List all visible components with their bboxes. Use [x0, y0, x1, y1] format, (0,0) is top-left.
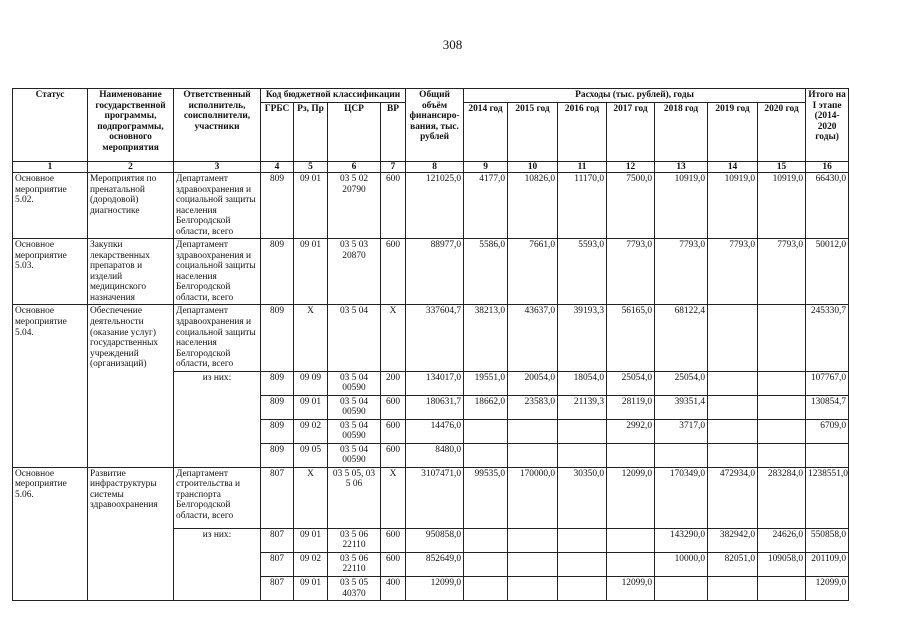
row-year-value: 10826,0 [508, 173, 558, 239]
row-grbs: 809 [261, 173, 294, 239]
row-rz-pr: 09 05 [294, 443, 328, 467]
row-vr: 600 [381, 173, 406, 239]
row-year-value: 18662,0 [464, 395, 508, 419]
column-number: 3 [174, 161, 261, 173]
row-rz-pr: 09 02 [294, 552, 328, 576]
row-year-value [607, 443, 655, 467]
row-total: 12099,0 [406, 577, 464, 601]
row-year-value: 99535,0 [464, 467, 508, 528]
row-vr: 600 [381, 419, 406, 443]
column-number: 5 [294, 161, 328, 173]
row-rz-pr: 09 01 [294, 577, 328, 601]
column-number: 11 [558, 161, 607, 173]
row-year-value: 10919,0 [708, 173, 758, 239]
column-number: 1 [13, 161, 88, 173]
row-total: 3107471,0 [406, 467, 464, 528]
header-total-volume: Общий объём финансиро-вания, тыс. рублей [406, 89, 464, 162]
row-year-value: 39193,3 [558, 305, 607, 371]
row-year-value: 28119,0 [607, 395, 655, 419]
row-year-value [558, 443, 607, 467]
row-csr: 03 5 04 00590 [328, 419, 381, 443]
column-number: 8 [406, 161, 464, 173]
row-total: 14476,0 [406, 419, 464, 443]
row-year-value [655, 443, 708, 467]
row-name: Закупки лекарственных препаратов и изделий медицинского назначения [88, 239, 174, 305]
header-vr: ВР [381, 102, 406, 161]
header-year: 2019 год [708, 102, 758, 161]
header-year: 2018 год [655, 102, 708, 161]
column-number: 14 [708, 161, 758, 173]
row-year-value: 109058,0 [758, 552, 806, 576]
row-year-value: 20054,0 [508, 371, 558, 395]
row-total: 121025,0 [406, 173, 464, 239]
row-grbs: 809 [261, 239, 294, 305]
row-responsible: Департамент здравоохранения и социальной защиты населения Белгородской области, всего [174, 173, 261, 239]
row-rz-pr: 09 09 [294, 371, 328, 395]
header-year: 2014 год [464, 102, 508, 161]
row-vr: 600 [381, 395, 406, 419]
row-year-value: 82051,0 [708, 552, 758, 576]
row-vr: 600 [381, 552, 406, 576]
row-year-value [708, 577, 758, 601]
header-year: 2020 год [758, 102, 806, 161]
row-total: 88977,0 [406, 239, 464, 305]
row-year-value: 21139,3 [558, 395, 607, 419]
row-year-value [708, 305, 758, 371]
row-csr: 03 5 04 [328, 305, 381, 371]
row-grbs: 809 [261, 419, 294, 443]
row-csr: 03 5 04 00590 [328, 371, 381, 395]
row-responsible: Департамент здравоохранения и социальной защиты населения Белгородской области, всего [174, 239, 261, 305]
header-expenses: Расходы (тыс. рублей), годы [464, 89, 806, 103]
row-year-value [655, 577, 708, 601]
row-stage-total [806, 443, 849, 467]
row-year-value: 7793,0 [708, 239, 758, 305]
column-number: 12 [607, 161, 655, 173]
row-year-value [508, 577, 558, 601]
row-year-value: 12099,0 [607, 577, 655, 601]
row-year-value: 25054,0 [655, 371, 708, 395]
row-stage-total: 245330,7 [806, 305, 849, 371]
row-year-value: 56165,0 [607, 305, 655, 371]
row-grbs: 807 [261, 528, 294, 552]
table-row [13, 173, 849, 239]
table-body [13, 173, 849, 601]
row-year-value: 7793,0 [607, 239, 655, 305]
row-vr: Х [381, 305, 406, 371]
row-name: Развитие инфраструктуры системы здравоохранения [88, 467, 174, 600]
row-year-value [708, 419, 758, 443]
row-year-value [464, 552, 508, 576]
row-year-value: 12099,0 [607, 467, 655, 528]
row-year-value [508, 419, 558, 443]
table-row [13, 305, 849, 371]
row-year-value [508, 443, 558, 467]
row-stage-total: 6709,0 [806, 419, 849, 443]
row-vr: 400 [381, 577, 406, 601]
column-number: 10 [508, 161, 558, 173]
row-year-value: 382942,0 [708, 528, 758, 552]
row-status: Основное мероприятие 5.04. [13, 305, 88, 467]
row-year-value [708, 395, 758, 419]
row-responsible: Департамент здравоохранения и социальной защиты населения Белгородской области, всего [174, 305, 261, 371]
row-year-value [758, 443, 806, 467]
row-year-value: 10919,0 [758, 173, 806, 239]
row-total: 852649,0 [406, 552, 464, 576]
row-year-value [464, 577, 508, 601]
row-rz-pr: 09 01 [294, 239, 328, 305]
row-year-value: 10919,0 [655, 173, 708, 239]
row-subitems-label: из них: [174, 528, 261, 600]
row-year-value [508, 528, 558, 552]
row-year-value: 472934,0 [708, 467, 758, 528]
row-year-value: 170349,0 [655, 467, 708, 528]
row-year-value [758, 371, 806, 395]
row-year-value [758, 395, 806, 419]
row-csr: 03 5 03 20870 [328, 239, 381, 305]
row-csr: 03 5 05, 03 5 06 [328, 467, 381, 528]
header-budget-code: Код бюджетной классификации [261, 89, 406, 103]
row-grbs: 809 [261, 395, 294, 419]
column-numbers-row [13, 161, 849, 173]
column-number: 6 [328, 161, 381, 173]
row-csr: 03 5 06 22110 [328, 552, 381, 576]
page-number: 308 [442, 37, 463, 52]
row-year-value: 5586,0 [464, 239, 508, 305]
header-year: 2017 год [607, 102, 655, 161]
row-csr: 03 5 06 22110 [328, 528, 381, 552]
row-name: Обеспечение деятельности (оказание услуг) государственных учреждений (организаций) [88, 305, 174, 467]
row-year-value: 2992,0 [607, 419, 655, 443]
budget-table [12, 88, 849, 601]
row-rz-pr: Х [294, 305, 328, 371]
column-number: 16 [806, 161, 849, 173]
row-stage-total: 130854,7 [806, 395, 849, 419]
row-year-value [607, 528, 655, 552]
row-year-value [708, 443, 758, 467]
row-total: 337604,7 [406, 305, 464, 371]
row-stage-total: 50012,0 [806, 239, 849, 305]
row-year-value [508, 552, 558, 576]
row-year-value: 143290,0 [655, 528, 708, 552]
header-csr: ЦСР [328, 102, 381, 161]
row-csr: 03 5 04 00590 [328, 395, 381, 419]
column-number: 7 [381, 161, 406, 173]
row-year-value [758, 305, 806, 371]
row-csr: 03 5 02 20790 [328, 173, 381, 239]
row-year-value [464, 419, 508, 443]
table-row [13, 467, 849, 528]
row-vr: 600 [381, 239, 406, 305]
row-csr: 03 5 05 40370 [328, 577, 381, 601]
row-year-value: 170000,0 [508, 467, 558, 528]
row-grbs: 809 [261, 305, 294, 371]
row-vr: 600 [381, 528, 406, 552]
header-responsible: Ответственный исполнитель, соисполнители, участники [174, 89, 261, 162]
column-number: 13 [655, 161, 708, 173]
row-year-value: 5593,0 [558, 239, 607, 305]
header-grbs: ГРБС [261, 102, 294, 161]
column-number: 2 [88, 161, 174, 173]
column-number: 9 [464, 161, 508, 173]
row-stage-total: 66430,0 [806, 173, 849, 239]
row-status: Основное мероприятие 5.03. [13, 239, 88, 305]
row-stage-total: 107767,0 [806, 371, 849, 395]
row-csr: 03 5 04 00590 [328, 443, 381, 467]
table-row [13, 239, 849, 305]
row-year-value: 3717,0 [655, 419, 708, 443]
row-status: Основное мероприятие 5.02. [13, 173, 88, 239]
row-responsible: Департамент строительства и транспорта Белгородской области, всего [174, 467, 261, 528]
row-name: Мероприятия по пренатальной (дородовой) диагностике [88, 173, 174, 239]
header-rz-pr: Рз, Пр [294, 102, 328, 161]
row-year-value: 18054,0 [558, 371, 607, 395]
row-year-value: 7793,0 [655, 239, 708, 305]
row-year-value [758, 577, 806, 601]
row-year-value [558, 552, 607, 576]
row-year-value: 25054,0 [607, 371, 655, 395]
row-rz-pr: Х [294, 467, 328, 528]
row-stage-total: 550858,0 [806, 528, 849, 552]
row-rz-pr: 09 01 [294, 395, 328, 419]
row-grbs: 807 [261, 577, 294, 601]
row-total: 134017,0 [406, 371, 464, 395]
row-subitems-label: из них: [174, 371, 261, 467]
row-vr: Х [381, 467, 406, 528]
row-year-value: 4177,0 [464, 173, 508, 239]
row-grbs: 807 [261, 467, 294, 528]
row-year-value: 30350,0 [558, 467, 607, 528]
row-total: 950858,0 [406, 528, 464, 552]
row-year-value: 7500,0 [607, 173, 655, 239]
header-year: 2015 год [508, 102, 558, 161]
row-year-value [607, 552, 655, 576]
row-rz-pr: 09 02 [294, 419, 328, 443]
row-year-value: 68122,4 [655, 305, 708, 371]
row-year-value [558, 577, 607, 601]
row-year-value: 39351,4 [655, 395, 708, 419]
row-year-value: 11170,0 [558, 173, 607, 239]
row-year-value [758, 419, 806, 443]
row-stage-total: 1238551,0 [806, 467, 849, 528]
column-number: 4 [261, 161, 294, 173]
row-vr: 200 [381, 371, 406, 395]
header-year: 2016 год [558, 102, 607, 161]
row-vr: 600 [381, 443, 406, 467]
row-grbs: 809 [261, 371, 294, 395]
row-grbs: 809 [261, 443, 294, 467]
row-status: Основное мероприятие 5.06. [13, 467, 88, 600]
row-stage-total: 12099,0 [806, 577, 849, 601]
row-rz-pr: 09 01 [294, 173, 328, 239]
row-year-value: 7661,0 [508, 239, 558, 305]
header-total-stage: Итого на I этапе (2014-2020 годы) [806, 89, 849, 162]
column-number: 15 [758, 161, 806, 173]
row-year-value: 7793,0 [758, 239, 806, 305]
row-year-value [708, 371, 758, 395]
row-year-value: 283284,0 [758, 467, 806, 528]
row-rz-pr: 09 01 [294, 528, 328, 552]
row-year-value [558, 528, 607, 552]
row-year-value: 10000,0 [655, 552, 708, 576]
row-total: 180631,7 [406, 395, 464, 419]
row-total: 8480,0 [406, 443, 464, 467]
row-year-value: 43637,0 [508, 305, 558, 371]
row-year-value [464, 443, 508, 467]
row-year-value: 38213,0 [464, 305, 508, 371]
row-year-value: 23583,0 [508, 395, 558, 419]
header-name: Наименование государственной программы, подпрограммы, основного мероприятия [88, 89, 174, 162]
row-year-value [558, 419, 607, 443]
row-year-value: 24626,0 [758, 528, 806, 552]
row-year-value: 19551,0 [464, 371, 508, 395]
header-status: Статус [13, 89, 88, 162]
row-grbs: 807 [261, 552, 294, 576]
row-year-value [464, 528, 508, 552]
row-stage-total: 201109,0 [806, 552, 849, 576]
